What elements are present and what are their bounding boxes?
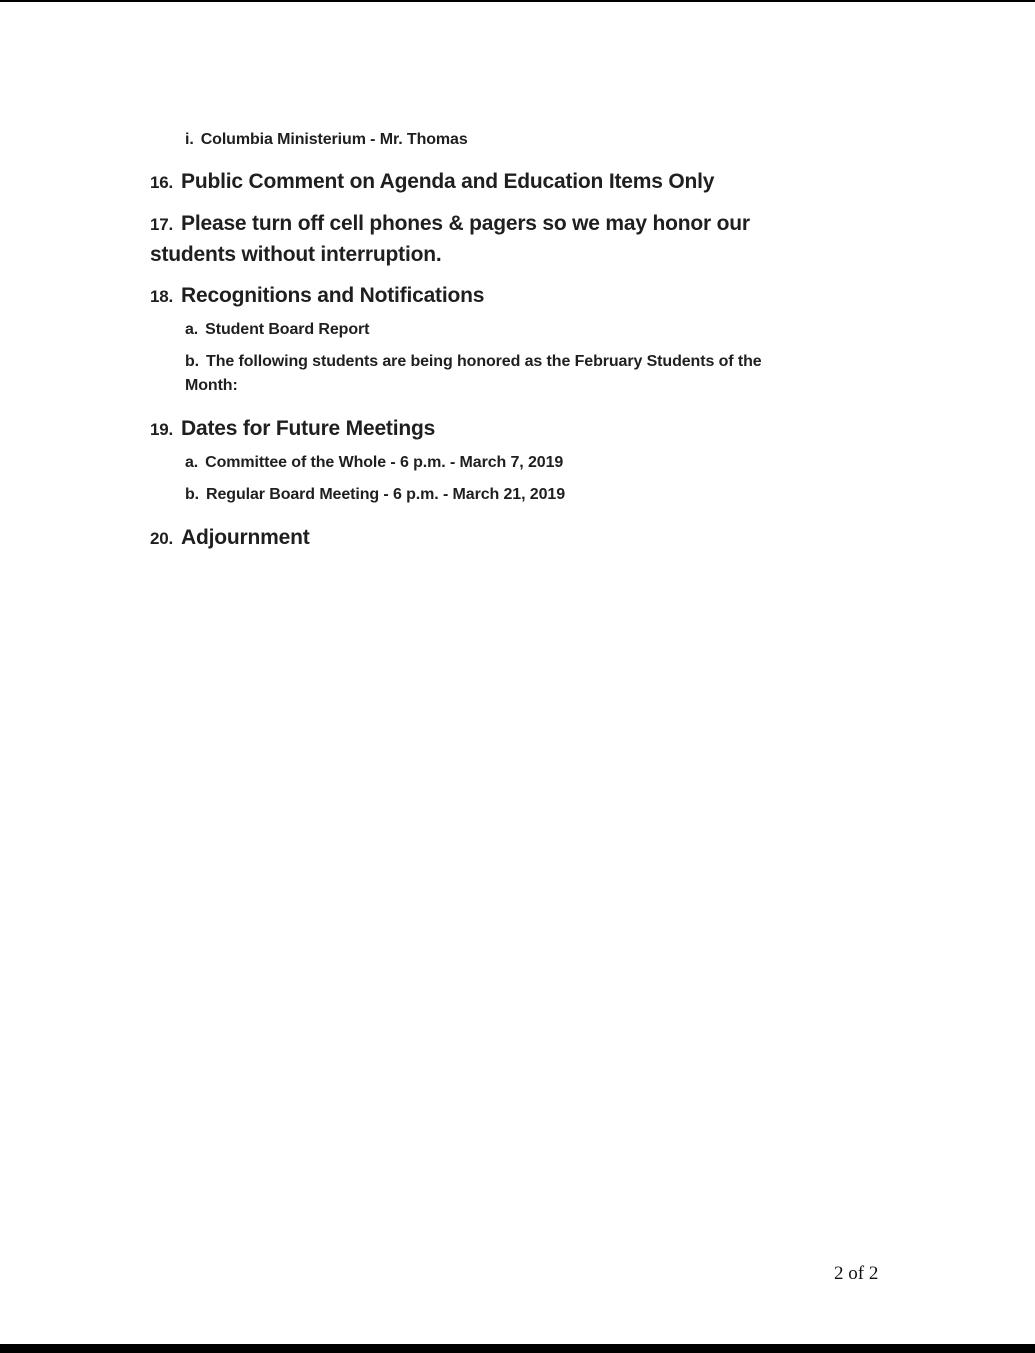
- agenda-subitem-columbia-ministerium: [185, 131, 468, 149]
- page-number: 2 of 2: [834, 1263, 879, 1284]
- agenda-item-16: [150, 170, 714, 194]
- item-title: Adjournment: [181, 526, 310, 549]
- agenda-item-17-continuation: [150, 243, 441, 267]
- subitem-marker: b.: [185, 486, 200, 503]
- bottom-border: [0, 1344, 1035, 1353]
- subitem-text: Student Board Report: [205, 321, 370, 338]
- subitem-text-continuation: Month:: [185, 377, 238, 394]
- item-number: 18.: [150, 287, 174, 306]
- agenda-subitem-students-of-month: [185, 353, 762, 371]
- agenda-item-19: [150, 417, 435, 441]
- subitem-text: Columbia Ministerium - Mr. Thomas: [200, 131, 468, 148]
- agenda-item-17: [150, 212, 750, 236]
- item-number: 19.: [150, 420, 174, 439]
- item-number: 20.: [150, 529, 174, 548]
- item-title: Dates for Future Meetings: [181, 417, 436, 440]
- agenda-subitem-students-of-month-continuation: [185, 377, 238, 395]
- item-title: Public Comment on Agenda and Education Items Only: [181, 170, 715, 193]
- subitem-marker: a.: [185, 321, 199, 338]
- top-border: [0, 0, 1035, 2]
- agenda-subitem-student-board-report: [185, 321, 369, 339]
- agenda-subitem-regular-board-meeting: [185, 486, 565, 504]
- item-number: 16.: [150, 173, 174, 192]
- item-title-continuation: students without interruption.: [150, 243, 442, 266]
- item-number: 17.: [150, 215, 174, 234]
- subitem-text: Committee of the Whole - 6 p.m. - March 7, 2019: [205, 454, 564, 471]
- item-title: Please turn off cell phones & pagers so we may honor our: [181, 212, 750, 235]
- subitem-marker: a.: [185, 454, 199, 471]
- subitem-text: The following students are being honored as the February Students of the: [206, 353, 762, 370]
- agenda-item-20: [150, 526, 310, 550]
- subitem-marker: i.: [185, 131, 194, 148]
- subitem-text: Regular Board Meeting - 6 p.m. - March 21, 2019: [206, 486, 565, 503]
- agenda-item-18: [150, 284, 484, 308]
- subitem-marker: b.: [185, 353, 200, 370]
- item-title: Recognitions and Notifications: [181, 284, 485, 307]
- agenda-subitem-committee-of-whole: [185, 454, 563, 472]
